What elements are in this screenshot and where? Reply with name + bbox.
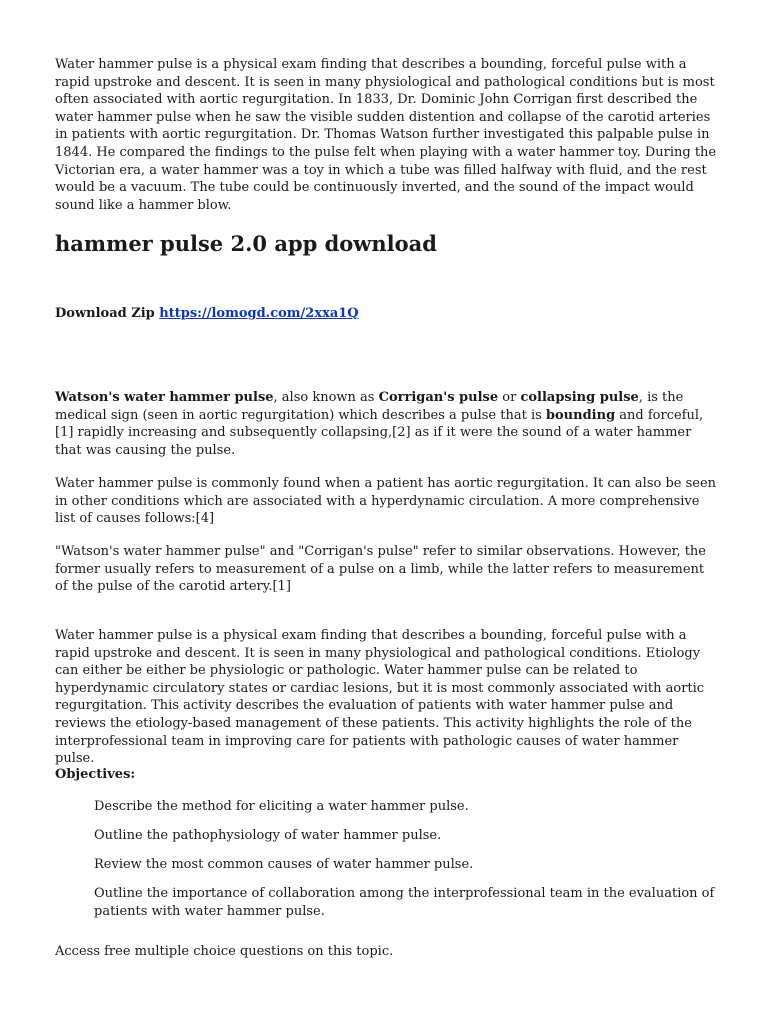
objective-item: Review the most common causes of water hammer pulse. <box>94 857 474 873</box>
second-intro-paragraph: Water hammer pulse is a physical exam finding that describes a bounding, forceful pulse with a rapid upstroke and descent. It is seen in many physiological and pathological conditions. Etiology can either be either be physiologic or pathologic. Water hammer pulse can be related to hyperdynamic circulatory states or cardiac lesions, but it is most commonly associated with aortic regurgitation. This activity describes the evaluation of patients with water hammer pulse and reviews the etiology-based management of these patients. This activity highlights the role of the interprofessional team in improving care for patients with pathologic causes of water hammer pulse. <box>55 628 705 767</box>
download-link[interactable]: https://lomogd.com/2xxa1Q <box>159 306 359 321</box>
page-title: hammer pulse 2.0 app download <box>55 231 437 256</box>
download-line <box>55 305 359 323</box>
download-label: Download Zip <box>55 306 155 321</box>
objective-item: Outline the importance of collaboration among the interprofessional team in the evaluation of patients with water hammer pulse. <box>94 886 715 919</box>
causes-paragraph: Water hammer pulse is commonly found when a patient has aortic regurgitation. It can also be seen in other conditions which are associated with a hyperdynamic circulation. A more comprehensive list of causes follows:[4] <box>55 476 717 527</box>
term-collapsing: collapsing pulse <box>520 390 639 405</box>
term-corrigan: Corrigan's pulse <box>378 390 499 405</box>
term-watson: Watson's water hammer pulse <box>55 390 274 405</box>
access-note: Access free multiple choice questions on this topic. <box>55 944 394 959</box>
watson-text-2: or <box>498 390 521 405</box>
intro-paragraph: Water hammer pulse is a physical exam finding that describes a bounding, forceful pulse with a rapid upstroke and descent. It is seen in many physiological and pathological conditions but is most often associated with aortic regurgitation. In 1833, Dr. Dominic John Corrigan first described the water hammer pulse when he saw the visible sudden distention and collapse of the carotid arteries in patients with aortic regurgitation. Dr. Thomas Watson further investigated this palpable pulse in 1844. He compared the findings to the pulse felt when playing with a water hammer toy. During the Victorian era, a water hammer was a toy in which a tube was filled halfway with fluid, and the rest would be a vacuum. The tube could be continuously inverted, and the sound of the impact would sound like a hammer blow. <box>55 57 717 213</box>
objective-item: Describe the method for eliciting a water hammer pulse. <box>94 799 469 814</box>
watson-text-1: , also known as <box>273 390 379 405</box>
watson-paragraph <box>55 389 717 459</box>
watson-text-3: , is the medical sign (seen in aortic regurgitation) which describes a pulse that is <box>55 390 684 423</box>
term-bounding: bounding <box>545 407 616 423</box>
comparison-paragraph: "Watson's water hammer pulse" and "Corrigan's pulse" refer to similar observations. However, the former usually refers to measurement of a pulse on a limb, while the latter refers to measurement of the pulse of the carotid artery.[1] <box>55 544 707 595</box>
objectives-list <box>94 798 716 932</box>
objective-item: Outline the pathophysiology of water hammer pulse. <box>94 828 442 844</box>
watson-text-4: and forceful,[1] rapidly increasing and subsequently collapsing,[2] as if it were the sound of a water hammer that was causing the pulse. <box>55 407 704 458</box>
objectives-heading: Objectives: <box>55 767 136 782</box>
